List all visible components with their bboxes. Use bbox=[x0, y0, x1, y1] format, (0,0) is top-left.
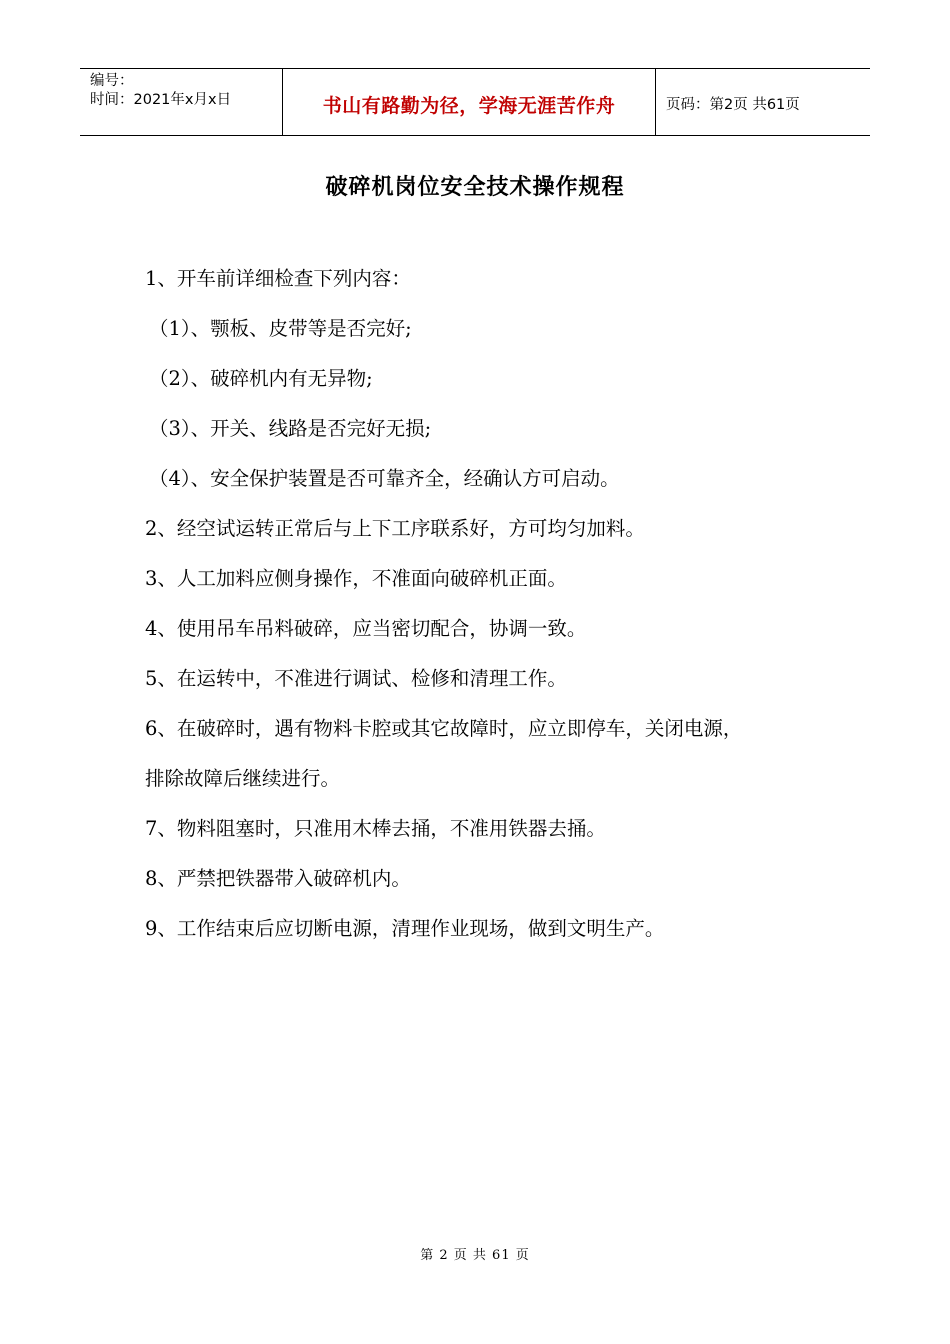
header-page-cell bbox=[656, 69, 870, 135]
page-footer: 第 2 页 共 61 页 bbox=[420, 1248, 530, 1263]
paragraph: 5、在运转中，不准进行调试、检修和清理工作。 bbox=[145, 667, 567, 690]
paragraph: （2）、破碎机内有无异物; bbox=[149, 367, 373, 390]
motto-text: 书山有路勤为径，学海无涯苦作舟 bbox=[322, 94, 616, 117]
document-title: 破碎机岗位安全技术操作规程 bbox=[325, 175, 625, 200]
paragraph: 7、物料阻塞时，只准用木棒去捅，不准用铁器去捅。 bbox=[145, 817, 606, 840]
document-header bbox=[80, 68, 870, 136]
paragraph: （1）、颚板、皮带等是否完好; bbox=[149, 317, 412, 340]
paragraph: 1、开车前详细检查下列内容： bbox=[145, 267, 411, 290]
header-motto-cell bbox=[282, 69, 656, 135]
paragraph: 9、工作结束后应切断电源，清理作业现场，做到文明生产。 bbox=[145, 917, 665, 940]
paragraph: （4）、安全保护装置是否可靠齐全，经确认方可启动。 bbox=[149, 467, 620, 490]
page-info: 页码：第2页 共61页 bbox=[666, 96, 800, 113]
paragraph-continuation: 排除故障后继续进行。 bbox=[145, 767, 341, 790]
header-meta bbox=[80, 69, 282, 135]
time-label: 时间：2021年x月x日 bbox=[90, 92, 232, 108]
document-body bbox=[145, 254, 835, 954]
paragraph: 2、经空试运转正常后与上下工序联系好，方可均匀加料。 bbox=[145, 517, 645, 540]
paragraph: （3）、开关、线路是否完好无损; bbox=[149, 417, 432, 440]
paragraph: 3、人工加料应侧身操作，不准面向破碎机正面。 bbox=[145, 567, 567, 590]
paragraph: 6、在破碎时，遇有物料卡腔或其它故障时，应立即停车，关闭电源， bbox=[145, 717, 743, 740]
paragraph: 8、严禁把铁器带入破碎机内。 bbox=[145, 867, 411, 890]
paragraph: 4、使用吊车吊料破碎，应当密切配合，协调一致。 bbox=[145, 617, 587, 640]
number-label: 编号： bbox=[90, 73, 134, 89]
